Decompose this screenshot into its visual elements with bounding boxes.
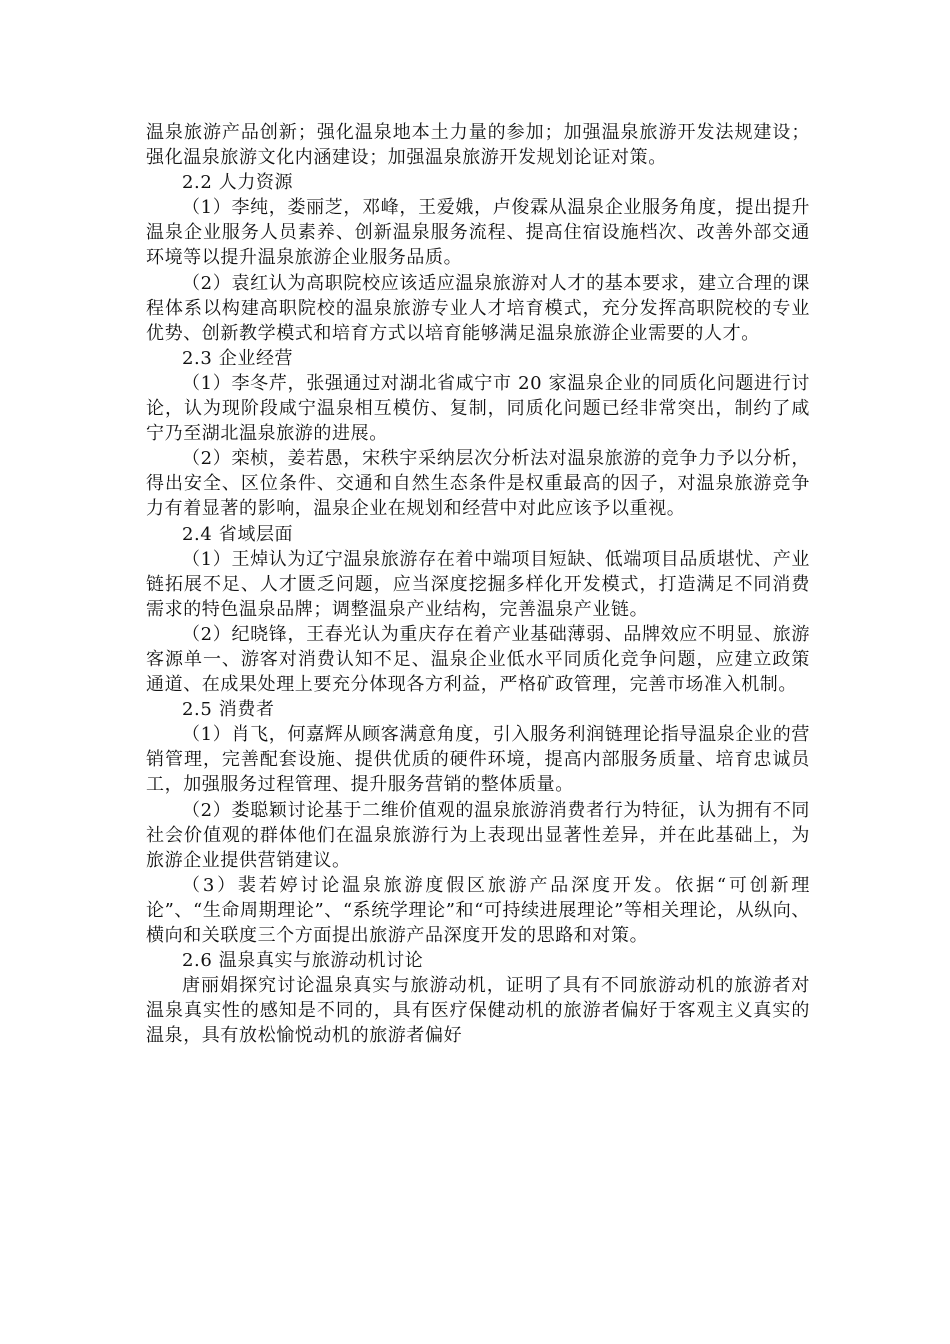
paragraph-2-2-2: （2）袁红认为高职院校应该适应温泉旅游对人才的基本要求，建立合理的课程体系以构建高职院校的温泉旅游专业人才培育模式，充分发挥高职院校的专业优势、创新教学模式和培育方式以培育能够满足温泉旅游企业需要的人才。	[146, 272, 810, 344]
paragraph-2-5-2: （2）娄聪颖讨论基于二维价值观的温泉旅游消费者行为特征，认为拥有不同社会价值观的群体他们在温泉旅游行为上表现出显著性差异，并在此基础上，为旅游企业提供营销建议。	[146, 799, 810, 871]
paragraph-2-3-1: （1）李冬芹，张强通过对湖北省咸宁市 20 家温泉企业的同质化问题进行讨论，认为现阶段咸宁温泉相互模仿、复制，同质化问题已经非常突出，制约了咸宁乃至湖北温泉旅游的进展。	[146, 372, 810, 445]
paragraph-2-3-2: （2）栾桢，姜若愚，宋秩宇采纳层次分析法对温泉旅游的竞争力予以分析，得出安全、区位条件、交通和自然生态条件是权重最高的因子，对温泉旅游竞争力有着显著的影响，温泉企业在规划和经营中对此应该予以重视。	[146, 448, 810, 520]
paragraph-2-2-1: （1）李纯，娄丽芝，邓峰，王爱娥，卢俊霖从温泉企业服务角度，提出提升温泉企业服务人员素养、创新温泉服务流程、提高住宿设施档次、改善外部交通环境等以提升温泉旅游企业服务品质。	[146, 197, 810, 269]
paragraph-2-5-3: （3）裴若婷讨论温泉旅游度假区旅游产品深度开发。依据“可创新理论”、“生命周期理论”、“系统学理论”和“可持续进展理论”等相关理论，从纵向、横向和关联度三个方面提出旅游产品深度开发的思路和对策。	[146, 874, 810, 946]
section-heading-2-2: 2.2 人力资源	[182, 172, 294, 194]
section-heading-2-3: 2.3 企业经营	[182, 347, 294, 369]
document-page	[146, 120, 810, 1048]
paragraph-2-5-1: （1）肖飞，何嘉辉从顾客满意角度，引入服务利润链理论指导温泉企业的营销管理，完善配套设施、提供优质的硬件环境，提高内部服务质量、培育忠诚员工，加强服务过程管理、提升服务营销的整体质量。	[146, 724, 810, 796]
paragraph-2-6-1: 唐丽娟探究讨论温泉真实与旅游动机，证明了具有不同旅游动机的旅游者对温泉真实性的感知是不同的，具有医疗保健动机的旅游者偏好于客观主义真实的温泉，具有放松愉悦动机的旅游者偏好	[146, 975, 810, 1047]
section-heading-2-5: 2.5 消费者	[182, 699, 275, 721]
paragraph-2-4-2: （2）纪晓锋，王春光认为重庆存在着产业基础薄弱、品牌效应不明显、旅游客源单一、游客对消费认知不足、温泉企业低水平同质化竞争问题，应建立政策通道、在成果处理上要充分体现各方利益，严格矿政管理，完善市场准入机制。	[146, 623, 810, 696]
paragraph-intro: 温泉旅游产品创新；强化温泉地本土力量的参加；加强温泉旅游开发法规建设；强化温泉旅游文化内涵建设；加强温泉旅游开发规划论证对策。	[146, 122, 810, 169]
section-heading-2-4: 2.4 省域层面	[182, 523, 294, 545]
section-heading-2-6: 2.6 温泉真实与旅游动机讨论	[182, 950, 424, 972]
paragraph-2-4-1: （1）王焯认为辽宁温泉旅游存在着中端项目短缺、低端项目品质堪忧、产业链拓展不足、人才匮乏问题，应当深度挖掘多样化开发模式，打造满足不同消费需求的特色温泉品牌；调整温泉产业结构，完善温泉产业链。	[146, 548, 810, 620]
